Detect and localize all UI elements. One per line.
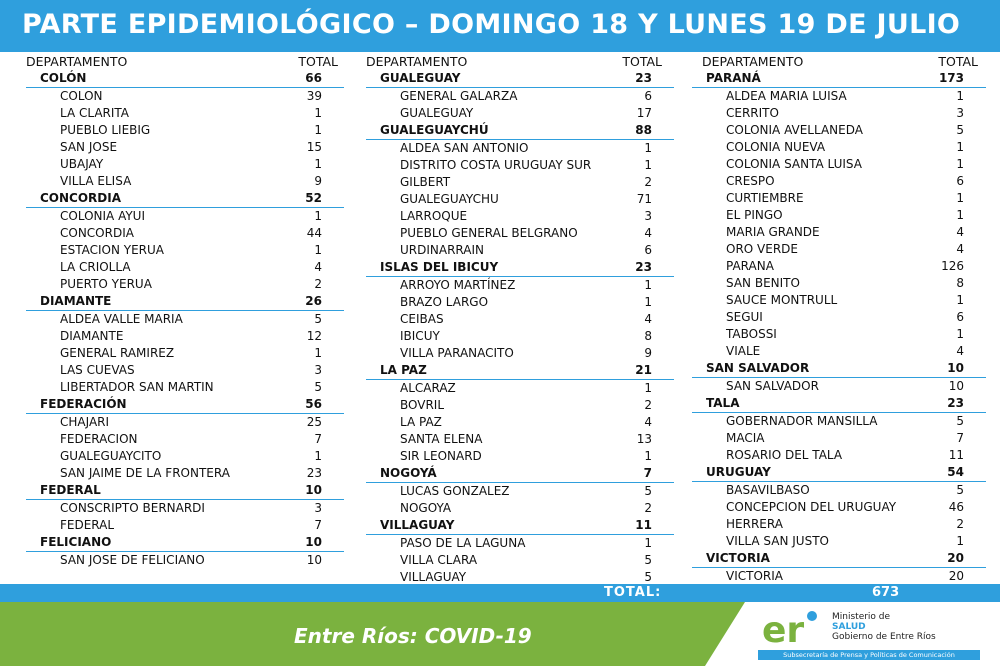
- locality-total: 1: [314, 209, 322, 223]
- department-total: 173: [938, 71, 964, 85]
- header-banner: [0, 0, 1000, 52]
- header-total: TOTAL: [298, 54, 338, 69]
- column-rows: [26, 70, 344, 569]
- locality-total: 6: [644, 243, 652, 257]
- locality-row: [26, 276, 344, 293]
- locality-name: CEIBAS: [400, 312, 444, 326]
- department-row: [692, 395, 986, 413]
- locality-total: 126: [941, 259, 964, 273]
- locality-row: [692, 482, 986, 499]
- locality-total: 4: [644, 415, 652, 429]
- locality-row: [26, 328, 344, 345]
- locality-name: VILLA SAN JUSTO: [726, 534, 829, 548]
- locality-name: DIAMANTE: [60, 329, 124, 343]
- locality-row: [692, 190, 986, 207]
- locality-row: [366, 328, 674, 345]
- locality-total: 1: [314, 106, 322, 120]
- locality-row: [366, 552, 674, 569]
- locality-total: 46: [948, 500, 964, 514]
- locality-total: 2: [956, 517, 964, 531]
- department-total: 11: [635, 518, 652, 532]
- locality-name: ORO VERDE: [726, 242, 798, 256]
- locality-name: CONCORDIA: [60, 226, 134, 240]
- department-name: DIAMANTE: [40, 294, 112, 308]
- locality-name: ALCARAZ: [400, 381, 456, 395]
- locality-name: BASAVILBASO: [726, 483, 810, 497]
- locality-name: SAN JOSE DE FELICIANO: [60, 553, 205, 567]
- locality-total: 5: [644, 553, 652, 567]
- locality-row: [26, 448, 344, 465]
- locality-row: [366, 208, 674, 225]
- locality-row: [26, 500, 344, 517]
- locality-row: [366, 380, 674, 397]
- department-total: 66: [305, 71, 322, 85]
- locality-row: [692, 258, 986, 275]
- department-name: SAN SALVADOR: [706, 361, 810, 375]
- table-column-2: [366, 54, 674, 586]
- locality-row: [692, 88, 986, 105]
- department-row: [366, 70, 674, 88]
- locality-total: 4: [644, 312, 652, 326]
- locality-total: 1: [314, 123, 322, 137]
- locality-total: 7: [314, 432, 322, 446]
- locality-total: 5: [314, 312, 322, 326]
- locality-row: [26, 362, 344, 379]
- locality-total: 4: [314, 260, 322, 274]
- locality-name: BRAZO LARGO: [400, 295, 489, 309]
- column-rows: [366, 70, 674, 586]
- locality-total: 5: [956, 414, 964, 428]
- locality-name: CURTIEMBRE: [726, 191, 804, 205]
- locality-total: 25: [306, 415, 322, 429]
- locality-name: LA CRIOLLA: [60, 260, 131, 274]
- locality-name: SIR LEONARD: [400, 449, 482, 463]
- locality-row: [692, 533, 986, 550]
- locality-row: [26, 379, 344, 396]
- column-header: [26, 54, 344, 70]
- locality-total: 13: [636, 432, 652, 446]
- locality-name: TABOSSI: [726, 327, 777, 341]
- locality-name: VILLAGUAY: [400, 570, 467, 584]
- header-departamento: DEPARTAMENTO: [702, 54, 804, 69]
- locality-total: 71: [636, 192, 652, 206]
- header-total: TOTAL: [622, 54, 662, 69]
- locality-total: 39: [306, 89, 322, 103]
- locality-name: PUEBLO GENERAL BELGRANO: [400, 226, 578, 240]
- locality-total: 5: [956, 483, 964, 497]
- locality-name: URDINARRAIN: [400, 243, 484, 257]
- locality-row: [692, 343, 986, 360]
- locality-total: 9: [314, 174, 322, 188]
- locality-total: 10: [306, 553, 322, 567]
- locality-total: 1: [644, 536, 652, 550]
- locality-name: CRESPO: [726, 174, 775, 188]
- locality-row: [366, 500, 674, 517]
- department-name: FEDERACIÓN: [40, 397, 127, 411]
- locality-total: 3: [314, 501, 322, 515]
- total-label: TOTAL:: [604, 585, 662, 600]
- department-name: LA PAZ: [380, 363, 427, 377]
- locality-row: [366, 535, 674, 552]
- ministry-line-3: Gobierno de Entre Ríos: [832, 632, 936, 642]
- locality-row: [692, 326, 986, 343]
- locality-row: [26, 242, 344, 259]
- locality-total: 5: [644, 570, 652, 584]
- department-name: COLÓN: [40, 71, 87, 85]
- locality-total: 1: [956, 157, 964, 171]
- department-total: 20: [947, 551, 964, 565]
- department-row: [692, 360, 986, 378]
- locality-name: LA PAZ: [400, 415, 442, 429]
- locality-row: [366, 191, 674, 208]
- locality-total: 15: [306, 140, 322, 154]
- ministry-line-2: SALUD: [832, 622, 866, 632]
- locality-total: 4: [644, 226, 652, 240]
- locality-name: ROSARIO DEL TALA: [726, 448, 843, 462]
- locality-name: ESTACION YERUA: [60, 243, 164, 257]
- locality-name: VILLA ELISA: [60, 174, 132, 188]
- locality-row: [366, 483, 674, 500]
- locality-row: [692, 275, 986, 292]
- locality-name: FEDERACION: [60, 432, 138, 446]
- locality-row: [26, 431, 344, 448]
- locality-total: 2: [644, 175, 652, 189]
- department-name: URUGUAY: [706, 465, 771, 479]
- locality-total: 7: [314, 518, 322, 532]
- locality-name: CONSCRIPTO BERNARDI: [60, 501, 205, 515]
- locality-name: GUALEGUAY: [400, 106, 474, 120]
- column-header: [366, 54, 674, 70]
- locality-name: GOBERNADOR MANSILLA: [726, 414, 878, 428]
- locality-total: 6: [956, 174, 964, 188]
- locality-name: LA CLARITA: [60, 106, 130, 120]
- locality-row: [366, 157, 674, 174]
- locality-row: [26, 552, 344, 569]
- ministry-line-1: Ministerio de: [832, 612, 891, 622]
- locality-name: ALDEA VALLE MARIA: [60, 312, 183, 326]
- locality-name: PUEBLO LIEBIG: [60, 123, 151, 137]
- department-total: 52: [305, 191, 322, 205]
- locality-name: GUALEGUAYCITO: [60, 449, 162, 463]
- locality-name: LAS CUEVAS: [60, 363, 135, 377]
- subsecretaria-bar: Subsecretaría de Prensa y Políticas de Comunicación: [758, 650, 980, 660]
- locality-row: [366, 140, 674, 157]
- locality-total: 23: [306, 466, 322, 480]
- locality-name: COLONIA AYUI: [60, 209, 145, 223]
- locality-row: [26, 88, 344, 105]
- department-row: [366, 465, 674, 483]
- locality-total: 2: [314, 277, 322, 291]
- locality-total: 2: [644, 398, 652, 412]
- locality-total: 1: [644, 158, 652, 172]
- locality-row: [366, 414, 674, 431]
- locality-total: 1: [644, 141, 652, 155]
- locality-name: LARROQUE: [400, 209, 468, 223]
- locality-total: 1: [644, 295, 652, 309]
- locality-total: 1: [956, 191, 964, 205]
- locality-row: [692, 207, 986, 224]
- locality-name: DISTRITO COSTA URUGUAY SUR: [400, 158, 592, 172]
- locality-total: 1: [314, 346, 322, 360]
- locality-row: [26, 208, 344, 225]
- locality-row: [692, 224, 986, 241]
- locality-name: LUCAS GONZALEZ: [400, 484, 510, 498]
- locality-total: 1: [644, 381, 652, 395]
- locality-row: [692, 309, 986, 326]
- ministry-text: [832, 612, 936, 642]
- locality-total: 1: [956, 89, 964, 103]
- locality-row: [692, 568, 986, 585]
- footer-tagline: Entre Ríos: COVID-19: [294, 624, 532, 648]
- page-title: PARTE EPIDEMIOLÓGICO – DOMINGO 18 Y LUNES 19 DE JULIO: [22, 9, 961, 40]
- locality-row: [26, 139, 344, 156]
- er-logo-icon: [760, 608, 822, 648]
- locality-row: [692, 292, 986, 309]
- locality-total: 12: [306, 329, 322, 343]
- logo-dot: [807, 611, 817, 621]
- department-total: 21: [635, 363, 652, 377]
- locality-name: ALDEA MARIA LUISA: [726, 89, 847, 103]
- table-column-3: [692, 54, 986, 585]
- locality-total: 6: [644, 89, 652, 103]
- department-row: [366, 517, 674, 535]
- locality-total: 1: [956, 293, 964, 307]
- locality-name: GENERAL GALARZA: [400, 89, 518, 103]
- department-total: 10: [305, 535, 322, 549]
- locality-total: 3: [314, 363, 322, 377]
- locality-row: [692, 139, 986, 156]
- locality-total: 17: [636, 106, 652, 120]
- department-name: VILLAGUAY: [380, 518, 455, 532]
- locality-name: PASO DE LA LAGUNA: [400, 536, 526, 550]
- locality-name: PUERTO YERUA: [60, 277, 152, 291]
- locality-row: [692, 447, 986, 464]
- locality-name: VICTORIA: [726, 569, 783, 583]
- department-total: 23: [635, 71, 652, 85]
- locality-total: 7: [956, 431, 964, 445]
- locality-row: [26, 465, 344, 482]
- locality-row: [692, 105, 986, 122]
- locality-total: 8: [644, 329, 652, 343]
- locality-total: 1: [956, 208, 964, 222]
- department-total: 7: [643, 466, 652, 480]
- locality-total: 5: [314, 380, 322, 394]
- locality-name: EL PINGO: [726, 208, 783, 222]
- locality-total: 1: [314, 157, 322, 171]
- column-rows: [692, 70, 986, 585]
- locality-name: COLON: [60, 89, 103, 103]
- locality-row: [692, 516, 986, 533]
- department-row: [692, 464, 986, 482]
- footer: [0, 602, 1000, 666]
- department-row: [26, 396, 344, 414]
- locality-name: SAN BENITO: [726, 276, 800, 290]
- locality-total: 1: [956, 140, 964, 154]
- locality-total: 5: [956, 123, 964, 137]
- department-name: GUALEGUAYCHÚ: [380, 123, 489, 137]
- locality-total: 1: [956, 534, 964, 548]
- locality-name: HERRERA: [726, 517, 783, 531]
- locality-name: VILLA PARANACITO: [400, 346, 514, 360]
- header-departamento: DEPARTAMENTO: [366, 54, 468, 69]
- locality-row: [366, 431, 674, 448]
- locality-row: [26, 345, 344, 362]
- locality-total: 9: [644, 346, 652, 360]
- department-name: CONCORDIA: [40, 191, 122, 205]
- locality-name: ARROYO MARTÍNEZ: [400, 278, 516, 292]
- locality-name: CONCEPCION DEL URUGUAY: [726, 500, 897, 514]
- locality-name: COLONIA NUEVA: [726, 140, 826, 154]
- locality-row: [366, 294, 674, 311]
- department-total: 23: [947, 396, 964, 410]
- locality-name: UBAJAY: [60, 157, 104, 171]
- locality-total: 4: [956, 242, 964, 256]
- department-row: [26, 190, 344, 208]
- locality-row: [692, 430, 986, 447]
- locality-total: 3: [644, 209, 652, 223]
- department-name: NOGOYÁ: [380, 466, 437, 480]
- locality-row: [26, 173, 344, 190]
- locality-name: SANTA ELENA: [400, 432, 483, 446]
- locality-name: LIBERTADOR SAN MARTIN: [60, 380, 214, 394]
- total-bar: [0, 584, 1000, 602]
- locality-total: 2: [644, 501, 652, 515]
- department-row: [26, 482, 344, 500]
- locality-name: MARIA GRANDE: [726, 225, 820, 239]
- header-departamento: DEPARTAMENTO: [26, 54, 128, 69]
- locality-total: 5: [644, 484, 652, 498]
- locality-name: SAN JAIME DE LA FRONTERA: [60, 466, 230, 480]
- locality-row: [26, 225, 344, 242]
- locality-row: [366, 397, 674, 414]
- locality-row: [26, 122, 344, 139]
- department-name: FELICIANO: [40, 535, 112, 549]
- locality-name: SEGUI: [726, 310, 763, 324]
- locality-row: [26, 311, 344, 328]
- header-total: TOTAL: [938, 54, 978, 69]
- locality-row: [26, 156, 344, 173]
- locality-total: 11: [948, 448, 964, 462]
- locality-name: GUALEGUAYCHU: [400, 192, 499, 206]
- locality-name: GILBERT: [400, 175, 451, 189]
- locality-total: 20: [948, 569, 964, 583]
- locality-row: [692, 156, 986, 173]
- department-name: TALA: [706, 396, 740, 410]
- department-name: ISLAS DEL IBICUY: [380, 260, 499, 274]
- locality-total: 1: [314, 449, 322, 463]
- locality-name: CHAJARI: [60, 415, 110, 429]
- column-header: [692, 54, 986, 70]
- department-name: FEDERAL: [40, 483, 101, 497]
- locality-total: 10: [948, 379, 964, 393]
- locality-row: [26, 105, 344, 122]
- locality-row: [366, 225, 674, 242]
- department-total: 88: [635, 123, 652, 137]
- locality-name: SAN JOSE: [60, 140, 118, 154]
- logo-lettering: er: [762, 610, 805, 648]
- locality-total: 1: [644, 449, 652, 463]
- department-total: 54: [947, 465, 964, 479]
- locality-name: VIALE: [726, 344, 761, 358]
- locality-row: [366, 174, 674, 191]
- table-column-1: [26, 54, 344, 569]
- locality-row: [692, 499, 986, 516]
- department-row: [366, 122, 674, 140]
- locality-row: [366, 277, 674, 294]
- locality-row: [366, 242, 674, 259]
- department-name: GUALEGUAY: [380, 71, 461, 85]
- department-row: [26, 534, 344, 552]
- locality-name: COLONIA SANTA LUISA: [726, 157, 862, 171]
- footer-slant: [705, 602, 745, 666]
- department-row: [366, 362, 674, 380]
- department-row: [692, 550, 986, 568]
- locality-total: 44: [306, 226, 322, 240]
- locality-name: GENERAL RAMIREZ: [60, 346, 175, 360]
- locality-name: SAN SALVADOR: [726, 379, 819, 393]
- locality-row: [692, 413, 986, 430]
- locality-row: [692, 122, 986, 139]
- locality-row: [692, 173, 986, 190]
- department-total: 56: [305, 397, 322, 411]
- locality-total: 3: [956, 106, 964, 120]
- locality-row: [692, 241, 986, 258]
- locality-name: COLONIA AVELLANEDA: [726, 123, 863, 137]
- locality-total: 1: [956, 327, 964, 341]
- department-total: 10: [305, 483, 322, 497]
- locality-name: IBICUY: [400, 329, 440, 343]
- locality-total: 6: [956, 310, 964, 324]
- department-row: [26, 70, 344, 88]
- total-value: 673: [872, 585, 900, 600]
- locality-row: [26, 414, 344, 431]
- locality-name: CERRITO: [726, 106, 779, 120]
- locality-row: [26, 517, 344, 534]
- department-row: [692, 70, 986, 88]
- locality-total: 1: [644, 278, 652, 292]
- locality-total: 4: [956, 225, 964, 239]
- locality-name: PARANA: [726, 259, 774, 273]
- locality-row: [26, 259, 344, 276]
- department-row: [26, 293, 344, 311]
- locality-total: 4: [956, 344, 964, 358]
- locality-name: VILLA CLARA: [400, 553, 478, 567]
- locality-row: [366, 345, 674, 362]
- department-row: [366, 259, 674, 277]
- locality-total: 8: [956, 276, 964, 290]
- locality-row: [692, 378, 986, 395]
- locality-row: [366, 448, 674, 465]
- locality-name: FEDERAL: [60, 518, 115, 532]
- locality-row: [366, 105, 674, 122]
- locality-row: [366, 311, 674, 328]
- department-total: 23: [635, 260, 652, 274]
- department-total: 10: [947, 361, 964, 375]
- locality-name: SAUCE MONTRULL: [726, 293, 838, 307]
- locality-name: MACIA: [726, 431, 765, 445]
- department-name: PARANÁ: [706, 71, 761, 85]
- locality-row: [366, 88, 674, 105]
- locality-name: BOVRIL: [400, 398, 445, 412]
- department-name: VICTORIA: [706, 551, 770, 565]
- locality-name: NOGOYA: [400, 501, 452, 515]
- department-total: 26: [305, 294, 322, 308]
- locality-name: ALDEA SAN ANTONIO: [400, 141, 529, 155]
- locality-total: 1: [314, 243, 322, 257]
